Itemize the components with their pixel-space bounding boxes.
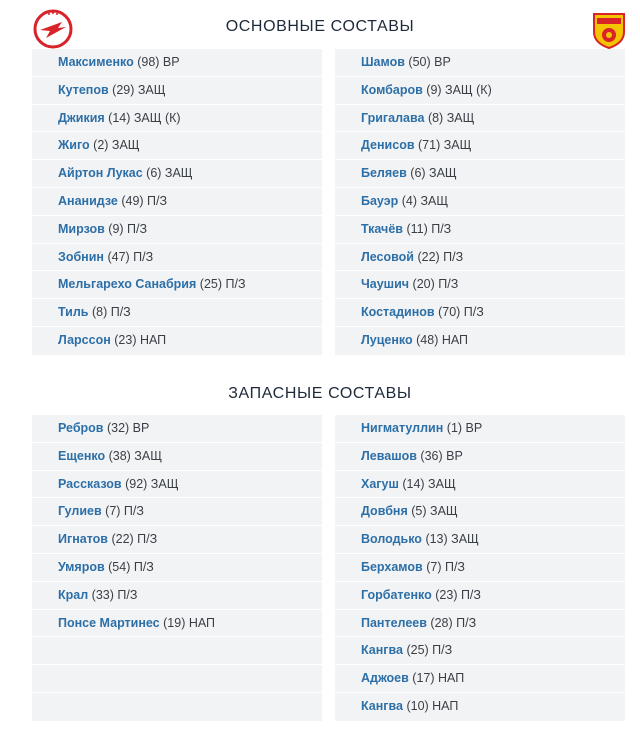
player-name[interactable]: Ларссон — [58, 332, 111, 347]
player-name[interactable]: Нигматуллин — [361, 421, 444, 435]
player-number-position: (19) НАП — [163, 615, 216, 630]
player-number-position: (6) ЗАЩ — [146, 166, 193, 181]
player-number-position: (6) ЗАЩ — [410, 166, 457, 181]
player-number-position: (23) П/З — [435, 587, 481, 602]
player-row — [32, 665, 322, 693]
player-name[interactable]: Крал — [58, 587, 89, 602]
player-number-position: (49) П/З — [121, 193, 168, 208]
player-row — [335, 188, 625, 216]
player-name[interactable]: Чаушич — [361, 277, 410, 292]
player-name[interactable]: Гулиев — [58, 504, 102, 519]
player-number-position: (71) ЗАЩ — [418, 138, 472, 153]
player-number-position: (10) НАП — [406, 698, 459, 713]
away-main-lineup — [335, 49, 625, 355]
main-lineups-title: ОСНОВНЫЕ СОСТАВЫ — [225, 18, 415, 35]
player-name[interactable]: Ткачёв — [361, 221, 403, 236]
player-name[interactable]: Хагуш — [361, 476, 399, 491]
player-row — [335, 526, 625, 554]
player-row — [32, 554, 322, 582]
player-name[interactable]: Григалава — [361, 110, 425, 125]
player-row — [32, 299, 322, 327]
player-number-position: (50) ВР — [408, 55, 451, 69]
player-row — [32, 582, 322, 610]
player-name[interactable]: Тиль — [58, 305, 89, 320]
player-number-position: (8) ЗАЩ — [427, 110, 475, 125]
player-name[interactable]: Володько — [361, 532, 422, 547]
player-name[interactable]: Горбатенко — [361, 587, 432, 602]
player-number-position: (1) ВР — [446, 421, 483, 435]
player-number-position: (70) П/З — [438, 305, 484, 320]
player-number-position: (5) ЗАЩ — [411, 504, 458, 519]
player-name[interactable]: Зобнин — [58, 249, 104, 264]
player-number-position: (25) П/З — [406, 643, 453, 658]
player-row — [32, 526, 322, 554]
player-row — [335, 665, 625, 693]
player-name[interactable]: Лесовой — [361, 249, 414, 264]
player-row — [32, 49, 322, 77]
player-number-position: (2) ЗАЩ — [93, 138, 140, 153]
player-number-position: (14) ЗАЩ — [402, 476, 456, 491]
player-row — [32, 415, 322, 443]
player-number-position: (8) П/З — [91, 305, 131, 320]
player-row — [32, 443, 322, 471]
player-name[interactable]: Ананидзе — [58, 193, 118, 208]
player-row — [335, 77, 625, 105]
player-number-position: (32) ВР — [106, 421, 150, 435]
player-name[interactable]: Аджоев — [361, 671, 409, 686]
player-row — [32, 271, 322, 299]
player-row — [335, 637, 625, 665]
home-substitutes — [32, 415, 322, 721]
player-row — [32, 132, 322, 160]
player-number-position: (38) ЗАЩ — [108, 448, 162, 463]
player-number-position: (7) П/З — [105, 504, 144, 519]
player-number-position: (22) П/З — [111, 532, 158, 547]
player-name[interactable]: Беляев — [361, 166, 407, 181]
player-number-position: (23) НАП — [114, 332, 167, 347]
player-name[interactable]: Умяров — [58, 559, 105, 574]
home-main-lineup — [32, 49, 322, 355]
player-name[interactable]: Максименко — [58, 55, 134, 69]
player-name[interactable]: Берхамов — [361, 559, 423, 574]
player-row — [335, 610, 625, 638]
player-row — [335, 244, 625, 272]
player-number-position: (54) П/З — [108, 559, 154, 574]
player-name[interactable]: Денисов — [361, 138, 415, 153]
player-name[interactable]: Левашов — [361, 448, 417, 463]
player-name[interactable]: Кангва — [361, 643, 403, 658]
player-name[interactable]: Джикия — [58, 110, 105, 125]
player-row — [335, 693, 625, 721]
player-number-position: (9) П/З — [108, 221, 148, 236]
arsenal-logo-icon — [588, 8, 630, 50]
player-row — [32, 498, 322, 526]
player-number-position: (29) ЗАЩ — [112, 82, 166, 97]
player-name[interactable]: Кутепов — [58, 82, 109, 97]
player-row — [335, 160, 625, 188]
player-row — [335, 415, 625, 443]
player-row — [32, 637, 322, 665]
player-row — [335, 471, 625, 499]
player-row — [32, 693, 322, 721]
player-name[interactable]: Шамов — [361, 55, 405, 69]
player-name[interactable]: Пантелеев — [361, 615, 427, 630]
player-number-position: (33) П/З — [91, 587, 138, 602]
player-number-position: (7) П/З — [426, 559, 465, 574]
player-name[interactable]: Комбаров — [361, 82, 423, 97]
player-name[interactable]: Довбня — [361, 504, 408, 519]
player-number-position: (92) ЗАЩ — [125, 476, 179, 491]
player-row — [335, 49, 625, 77]
player-number-position: (98) ВР — [137, 55, 180, 69]
player-row — [335, 105, 625, 133]
player-number-position: (14) ЗАЩ (К) — [108, 110, 181, 125]
substitutes-title: ЗАПАСНЫЕ СОСТАВЫ — [228, 385, 412, 402]
player-name[interactable]: Кангва — [361, 698, 403, 713]
player-name[interactable]: Игнатов — [58, 532, 108, 547]
player-name[interactable]: Рассказов — [58, 476, 122, 491]
player-name[interactable]: Мельгарехо Санабрия — [58, 277, 197, 292]
player-row — [32, 160, 322, 188]
player-number-position: (13) ЗАЩ — [425, 532, 479, 547]
player-row — [32, 610, 322, 638]
player-number-position: (28) П/З — [430, 615, 477, 630]
player-row — [335, 299, 625, 327]
player-row — [32, 77, 322, 105]
player-number-position: (48) НАП — [416, 332, 469, 347]
player-name[interactable]: Мирзов — [58, 221, 105, 236]
player-row — [335, 216, 625, 244]
player-row — [335, 554, 625, 582]
player-name[interactable]: Бауэр — [361, 193, 399, 208]
player-name[interactable]: Понсе Мартинес — [58, 615, 160, 630]
player-row — [32, 244, 322, 272]
player-number-position: (22) П/З — [417, 249, 464, 264]
player-number-position: (47) П/З — [107, 249, 154, 264]
player-row — [335, 582, 625, 610]
player-row — [335, 132, 625, 160]
player-number-position: (17) НАП — [412, 671, 465, 686]
player-number-position: (36) ВР — [420, 448, 463, 463]
player-name[interactable]: Ребров — [58, 421, 104, 435]
away-substitutes — [335, 415, 625, 721]
player-row — [32, 188, 322, 216]
player-row — [32, 471, 322, 499]
player-row — [32, 327, 322, 355]
player-number-position: (9) ЗАЩ (К) — [426, 82, 492, 97]
player-row — [32, 216, 322, 244]
player-name[interactable]: Жиго — [58, 138, 90, 153]
player-number-position: (20) П/З — [412, 277, 459, 292]
player-row — [335, 498, 625, 526]
player-name[interactable]: Ещенко — [58, 448, 106, 463]
player-name[interactable]: Луценко — [361, 332, 413, 347]
player-row — [335, 271, 625, 299]
player-number-position: (25) П/З — [199, 277, 246, 292]
player-number-position: (4) ЗАЩ — [401, 193, 449, 208]
player-row — [335, 443, 625, 471]
player-name[interactable]: Айртон Лукас — [58, 166, 143, 181]
player-row — [32, 105, 322, 133]
player-name[interactable]: Костадинов — [361, 305, 435, 320]
player-number-position: (11) П/З — [406, 221, 452, 236]
player-row — [335, 327, 625, 355]
